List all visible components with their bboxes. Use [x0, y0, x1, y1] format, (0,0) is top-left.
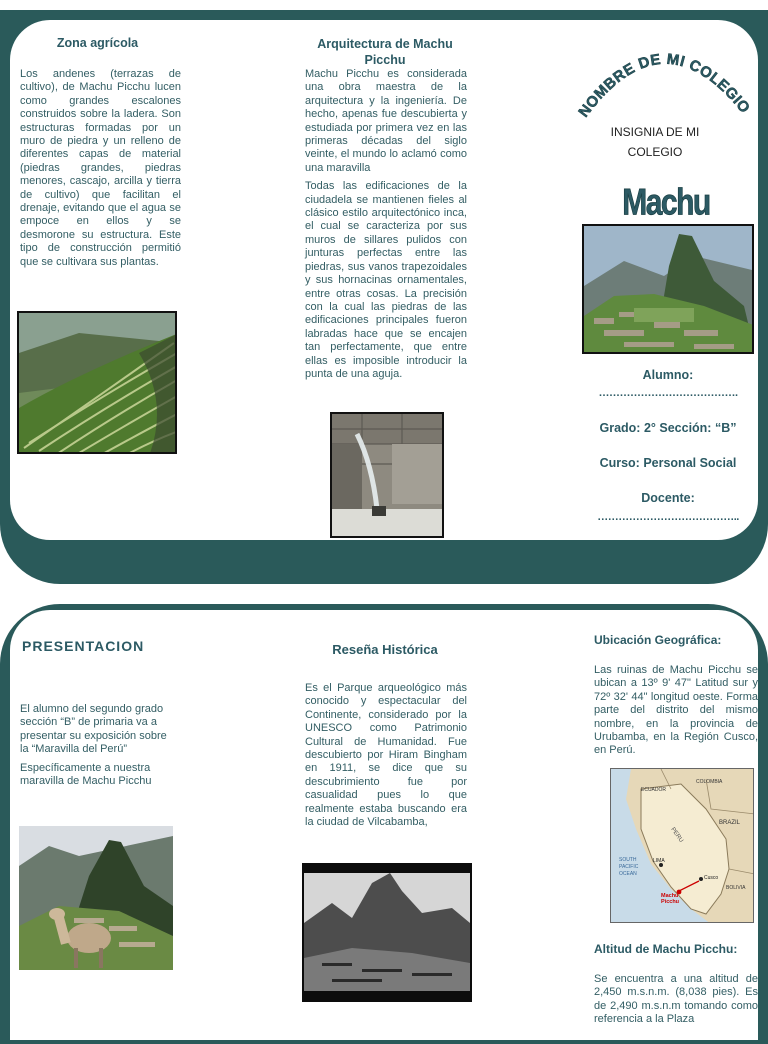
- llama-machu-picchu-photo: [19, 826, 173, 970]
- altitud-text: Se encuentra a una altitud de 2,450 m.s.n.m. (8,038 pies). Es de 2,490 m.s.n.m tomando como referencia a la Plaza: [594, 973, 758, 1026]
- map-label-bolivia: BOLIVIA: [726, 885, 746, 891]
- presentacion-paragraph-1: El alumno del segundo grado sección “B” de primaria va a presentar su exposición sobre la “Maravilla del Perú”: [20, 703, 167, 756]
- cover-title: Machu: [622, 182, 710, 224]
- presentacion-paragraph-2: Específicamente a nuestra maravilla de Machu Picchu: [20, 761, 152, 788]
- grado-seccion: Grado: 2° Sección: “B”: [599, 421, 737, 435]
- map-label-cusco: Cusco: [704, 875, 719, 881]
- arquitectura-paragraph-2: Todas las edificaciones de la ciudadela se mantienen fieles al clásico estilo arquitectónico inca, el cual se caracteriza por sus muros de sillares pulidos con junturas perfectas entre las piedras, sus vanos trapezoidales y sus hornacinas ornamentales, entre otras cosas. La precisión con la cual las piedras de las edificaciones principales fueron labradas hace que se encajen tan perfectamente, que entre ellas es imposible introducir la punta de una aguja.: [305, 180, 467, 380]
- alumno-label: Alumno:: [642, 368, 694, 382]
- map-label-ecuador: ECUADOR: [641, 787, 667, 793]
- insignia-placeholder: [600, 122, 710, 162]
- black-white-ruins-image: [302, 863, 472, 1002]
- presentacion-heading: PRESENTACION: [22, 638, 145, 654]
- insignia-line-1: INSIGNIA DE MI: [610, 125, 700, 139]
- machu-picchu-cover-photo: [582, 224, 754, 354]
- map-label-machu: Machu: [661, 893, 679, 899]
- location-map: [610, 768, 754, 923]
- historic-photo: [302, 863, 472, 1002]
- zona-agricola-text: Los andenes (terrazas de cultivo), de Machu Picchu lucen como grandes escalones construidos sobre la ladera. Son estructuras formadas por un muro de piedra y un relleno de diferentes capas de material (piedras grandes, piedras menores, cascajo, arcilla y tierra de cultivo) que facilitan el drenaje, evitando que el agua se empoce en ellos y se desmorone su estructura. Este tipo de construcción permitió que se cultivara sus plantas.: [20, 68, 181, 268]
- ubicacion-text: Las ruinas de Machu Picchu se ubican a 13º 9' 47" Latitud sur y 72º 32' 44" longitud oeste. Forma parte del distrito del mismo nombre, en la provincia de Urubamba, en la Región Cusco, en Perú.: [594, 664, 758, 757]
- map-label-peru: PERU: [669, 826, 684, 844]
- map-label-colombia: COLOMBIA: [696, 779, 723, 785]
- stone-fountain-photo: [330, 412, 444, 538]
- mountain-ruins-image: [584, 226, 754, 354]
- svg-text:NOMBRE DE MI COLEGIO: [575, 51, 753, 121]
- arquitectura-paragraph-1: Machu Picchu es considerada una obra maestra de la arquitectura y la ingeniería. De hecho, apenas fue descubierta y estudiada por primera vez en las primeras décadas del siglo veinte, el mundo lo aclamó como una maravilla: [305, 68, 467, 174]
- terraces-photo: [17, 311, 177, 454]
- arquitectura-body: [305, 68, 467, 381]
- docente-label: Docente:: [641, 491, 695, 505]
- ubicacion-heading: Ubicación Geográfica:: [594, 633, 722, 647]
- alumno-blank: ………………………………….: [598, 387, 738, 399]
- zona-agricola-heading: Zona agrícola: [56, 36, 139, 50]
- map-label-ocean-1: SOUTH: [619, 857, 637, 863]
- presentacion-body: [20, 703, 170, 788]
- map-label-brazil: BRAZIL: [719, 820, 741, 826]
- llama-image: [19, 826, 173, 970]
- map-label-picchu: Picchu: [661, 899, 680, 905]
- docente-blank: …………………………………..: [597, 511, 739, 523]
- arquitectura-heading: Arquitectura de Machu Picchu: [317, 37, 453, 67]
- resena-text: Es el Parque arqueológico más conocido y espectacular del Continente, considerado por la UNESCO como Patrimonio Cultural de Humanidad. Fue descubierto por Hiram Bingham en 1911, se dice que su descubrimiento fue por casualidad pues lo que realmente estaba buscando era la ciudad de Vilcabamba,: [305, 682, 467, 829]
- insignia-line-2: COLEGIO: [627, 145, 683, 159]
- map-label-ocean-2: PACIFIC: [619, 864, 639, 870]
- altitud-heading: Altitud de Machu Picchu:: [594, 942, 738, 956]
- school-name: NOMBRE DE MI COLEGIO: [575, 50, 754, 121]
- school-name-arc: [568, 30, 758, 130]
- map-label-ocean-3: OCEAN: [619, 871, 637, 877]
- peru-map: [611, 769, 754, 923]
- fountain-image: [332, 414, 444, 538]
- terraces-image: [19, 313, 177, 454]
- map-label-lima: LIMA: [653, 858, 665, 864]
- curso: Curso: Personal Social: [599, 456, 737, 470]
- resena-heading: Reseña Histórica: [332, 642, 438, 657]
